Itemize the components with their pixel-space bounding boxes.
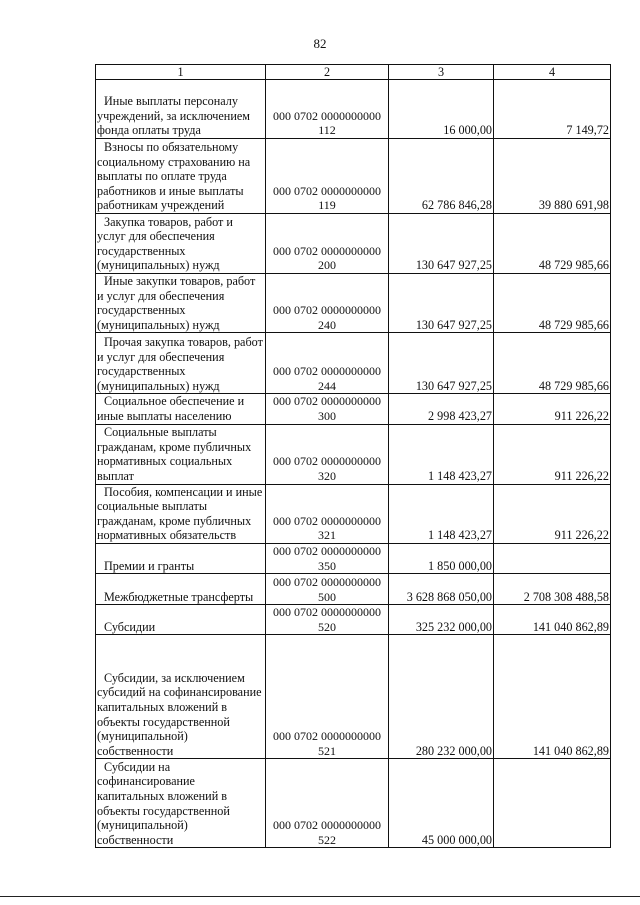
row-col3-value: 62 786 846,28	[389, 139, 494, 214]
budget-table	[95, 64, 611, 848]
row-name: Социальное обеспечение и иные выплаты населению	[96, 394, 266, 424]
row-col4-value: 141 040 862,89	[494, 635, 611, 759]
row-name: Взносы по обязательному социальному страхованию на выплаты по оплате труда работников и иные выплаты работникам учреждений	[96, 139, 266, 214]
row-col3-value: 16 000,00	[389, 80, 494, 139]
row-name: Прочая закупка товаров, работ и услуг для обеспечения государственных (муниципальных) нужд	[96, 333, 266, 394]
table-row	[96, 80, 611, 139]
row-name: Субсидии на софинансирование капитальных вложений в объекты государственной (муниципальной) собственности	[96, 759, 266, 848]
row-col3-value: 325 232 000,00	[389, 605, 494, 635]
page-bottom-rule	[0, 896, 640, 897]
row-code: 000 0702 0000000000 244	[266, 333, 389, 394]
page-number: 82	[313, 36, 327, 51]
header-col-3: 3	[389, 65, 494, 80]
row-col3-value: 130 647 927,25	[389, 274, 494, 333]
row-code: 000 0702 0000000000 200	[266, 214, 389, 274]
row-name: Субсидии	[96, 605, 266, 635]
row-col4-value: 141 040 862,89	[494, 605, 611, 635]
row-col3-value: 1 850 000,00	[389, 543, 494, 573]
row-code: 000 0702 0000000000 300	[266, 394, 389, 424]
table-row	[96, 543, 611, 573]
row-name: Премии и гранты	[96, 543, 266, 573]
row-col4-value: 39 880 691,98	[494, 139, 611, 214]
row-code: 000 0702 0000000000 321	[266, 484, 389, 543]
row-name: Закупка товаров, работ и услуг для обеспечения государственных (муниципальных) нужд	[96, 214, 266, 274]
row-code: 000 0702 0000000000 320	[266, 424, 389, 484]
row-col4-value: 7 149,72	[494, 80, 611, 139]
row-col4-value: 2 708 308 488,58	[494, 574, 611, 605]
row-col3-value: 2 998 423,27	[389, 394, 494, 424]
row-col3-value: 1 148 423,27	[389, 484, 494, 543]
row-name: Иные выплаты персоналу учреждений, за исключением фонда оплаты труда	[96, 80, 266, 139]
table-row	[96, 139, 611, 214]
row-col3-value: 280 232 000,00	[389, 635, 494, 759]
row-col4-value: 911 226,22	[494, 484, 611, 543]
table-row	[96, 484, 611, 543]
row-col4-value	[494, 759, 611, 848]
row-code: 000 0702 0000000000 350	[266, 543, 389, 573]
row-col4-value: 48 729 985,66	[494, 333, 611, 394]
row-name: Социальные выплаты гражданам, кроме публичных нормативных социальных выплат	[96, 424, 266, 484]
table-row	[96, 605, 611, 635]
header-col-2: 2	[266, 65, 389, 80]
row-col4-value: 48 729 985,66	[494, 274, 611, 333]
row-name: Иные закупки товаров, работ и услуг для обеспечения государственных (муниципальных) нужд	[96, 274, 266, 333]
row-code: 000 0702 0000000000 119	[266, 139, 389, 214]
table-row	[96, 333, 611, 394]
row-name: Субсидии, за исключением субсидий на софинансирование капитальных вложений в объекты государственной (муниципальной) собственности	[96, 635, 266, 759]
row-code: 000 0702 0000000000 520	[266, 605, 389, 635]
row-code: 000 0702 0000000000 522	[266, 759, 389, 848]
row-name: Межбюджетные трансферты	[96, 574, 266, 605]
table-row	[96, 759, 611, 848]
table-row	[96, 635, 611, 759]
row-name: Пособия, компенсации и иные социальные выплаты гражданам, кроме публичных нормативных обязательств	[96, 484, 266, 543]
row-col4-value	[494, 543, 611, 573]
row-col3-value: 130 647 927,25	[389, 214, 494, 274]
row-col3-value: 3 628 868 050,00	[389, 574, 494, 605]
row-col4-value: 48 729 985,66	[494, 214, 611, 274]
row-code: 000 0702 0000000000 112	[266, 80, 389, 139]
row-code: 000 0702 0000000000 500	[266, 574, 389, 605]
row-col3-value: 130 647 927,25	[389, 333, 494, 394]
table-row	[96, 424, 611, 484]
row-col3-value: 45 000 000,00	[389, 759, 494, 848]
header-col-4: 4	[494, 65, 611, 80]
row-code: 000 0702 0000000000 521	[266, 635, 389, 759]
table-row	[96, 274, 611, 333]
row-col3-value: 1 148 423,27	[389, 424, 494, 484]
table-row	[96, 574, 611, 605]
header-row	[96, 65, 611, 80]
header-col-1: 1	[96, 65, 266, 80]
table-row	[96, 214, 611, 274]
row-col4-value: 911 226,22	[494, 394, 611, 424]
row-col4-value: 911 226,22	[494, 424, 611, 484]
row-code: 000 0702 0000000000 240	[266, 274, 389, 333]
table-row	[96, 394, 611, 424]
